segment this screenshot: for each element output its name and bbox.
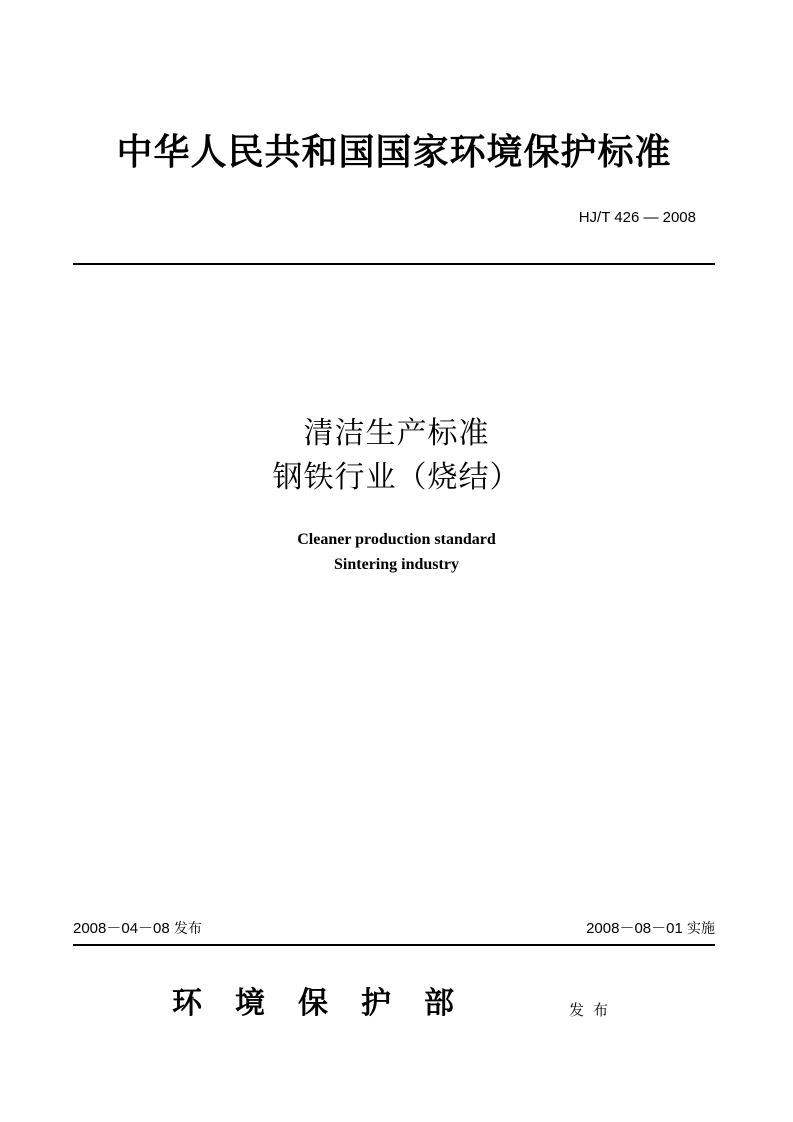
issuing-authority: 环境保护部 (172, 986, 487, 1021)
issue-date-line (73, 918, 202, 940)
chinese-title-line-1: 清洁生产标准 (303, 416, 490, 451)
effective-label: 实施 (687, 921, 715, 937)
bottom-divider (73, 944, 715, 946)
issue-label: 发布 (173, 921, 202, 937)
issuing-authority-suffix: 发布 (569, 1001, 618, 1019)
english-title-line-2: Sintering industry (334, 556, 459, 573)
english-title-line-1: Cleaner production standard (297, 531, 496, 548)
chinese-title-line-2: 钢铁行业（烧结） (272, 460, 521, 495)
standard-number: HJ/T 426 — 2008 (578, 209, 696, 226)
top-divider (73, 263, 715, 265)
effective-date-line (586, 918, 715, 940)
issue-date: 2008－04－08 (73, 920, 170, 937)
standard-category-title: 中华人民共和国国家环境保护标准 (116, 132, 672, 173)
effective-date: 2008－08－01 (586, 920, 683, 937)
